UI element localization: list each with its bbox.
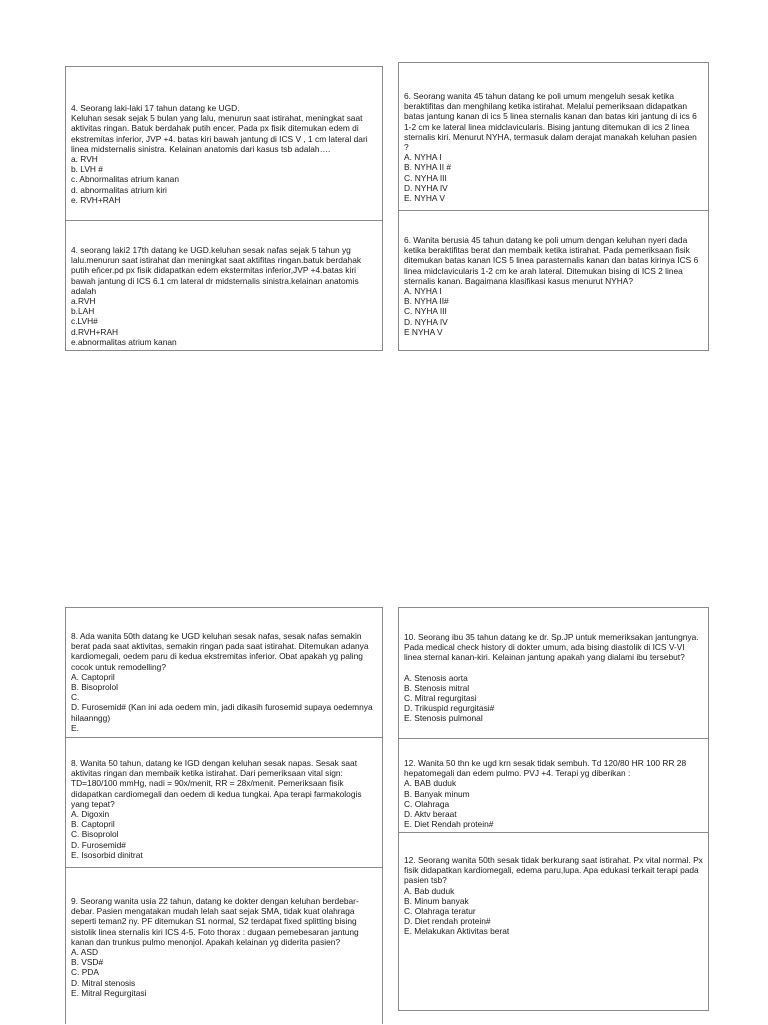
option: C. NYHA III xyxy=(404,172,447,183)
option: c.LVH# xyxy=(71,316,98,327)
option: B. VSD# xyxy=(71,957,104,968)
option: C. Bisoprolol xyxy=(71,829,119,840)
option: D. NYHA IV xyxy=(404,182,448,193)
option: C. Olahraga teratur xyxy=(404,906,476,917)
option: C. xyxy=(71,692,80,703)
question-text: 9. Seorang wanita usia 22 tahun, datang ke dokter dengan keluhan berdebar-debar. Pasien mengatakan mudah lelah saat sejak SMA, tidak kuat olahraga seperti teman2 ny. PF ditemukan S1 normal, S2 terdapat fixed splitting bising sistolik linea sternalis kiri ICS 4-5. Foto thorax : dugaan pemebesaran jantung kanan dan trunkus pulmo menonjol. Apakah kelainan yg diderita pasien? xyxy=(71,896,359,947)
option: A. Bab duduk xyxy=(404,885,455,896)
option: d.RVH+RAH xyxy=(71,326,119,337)
option: B. Minum banyak xyxy=(404,895,469,906)
question-card xyxy=(66,221,382,350)
option: A. Digoxin xyxy=(71,809,110,820)
question-text: 8. Wanita 50 tahun, datang ke IGD dengan keluhan sesak napas. Sesak saat aktivitas ringan dan membaik ketika istirahat. Dari pemeriksaan vital sign: TD=180/100 mmHg, nadi = 90x/menit, RR = 28x/menit. Pemeriksaan fisik didapatkan cardiomegali dan oedem di kedua tungkai. Apa terapi farmakologis yang tepat? xyxy=(71,758,362,809)
option: B. Bisoprolol xyxy=(71,682,119,693)
option: d. abnormalitas atrium kiri xyxy=(71,184,167,195)
options-list xyxy=(71,947,377,998)
option: B. Banyak minum xyxy=(404,788,470,799)
option: D. NYHA IV xyxy=(404,316,448,327)
question-text: 12. Wanita 50 thn ke ugd krn sesak tidak sembuh. Td 120/80 HR 100 RR 28 hepatomegali dan edem pulmo. PVJ +4. Terapi yg diberikan : xyxy=(404,758,687,779)
option: D. Diet rendah protein# xyxy=(404,916,491,927)
question-text: 10. Seorang ibu 35 tahun datang ke dr. Sp.JP untuk memeriksakan jantungnya. Pada medical check history di dokter umum, ada bising diastolik di ICS V-VI linea sternal kanan-kiri. Kelainan jantung apakah yang dialami ibu tersebut? xyxy=(404,632,699,663)
option: E. Mitral Regurgitasi xyxy=(71,987,147,998)
option: A. Stenosis aorta xyxy=(404,672,468,683)
option: A. Captopril xyxy=(71,671,115,682)
option: A. NYHA I xyxy=(404,286,442,297)
option: E. Isosorbid dinitrat xyxy=(71,849,143,860)
options-list xyxy=(404,673,703,724)
option: E. NYHA V xyxy=(404,193,445,204)
top-right-column xyxy=(398,62,709,351)
options-list xyxy=(404,152,703,203)
option: E. Melakukan Aktivitas berat xyxy=(404,926,510,937)
option: E NYHA V xyxy=(404,326,443,337)
option: a. RVH xyxy=(71,154,98,165)
option: D. Furosemid# xyxy=(71,839,126,850)
question-card xyxy=(66,608,382,738)
bottom-left-column xyxy=(65,607,383,1024)
options-list xyxy=(404,286,703,337)
question-card xyxy=(66,738,382,868)
option: A. BAB duduk xyxy=(404,778,457,789)
question-card xyxy=(399,608,708,739)
option: B. NYHA II # xyxy=(404,162,452,173)
bottom-right-column xyxy=(398,607,709,1011)
question-card xyxy=(399,211,708,350)
question-card xyxy=(66,67,382,221)
options-list xyxy=(404,778,703,829)
option: C. Mitral regurgitasi xyxy=(404,693,477,704)
question-card xyxy=(66,868,382,1025)
option: b.LAH xyxy=(71,306,95,317)
option: e.abnormalitas atrium kanan xyxy=(71,336,177,347)
option: c. Abnormalitas atrium kanan xyxy=(71,174,179,185)
options-list xyxy=(71,296,377,347)
question-text: 8. Ada wanita 50th datang ke UGD keluhan sesak nafas, sesak nafas semakin berat pada saat aktivitas, semakin ringan pada saat istirahat. Ditemukan adanya kardiomegali, oedem paru di kedua ekstremitas inferior. Obat apakah yg paling cocok untuk remodelling? xyxy=(71,631,369,672)
question-text: 4. seorang laki2 17th datang ke UGD.keluhan sesak nafas sejak 5 tahun yg lalu.menurun saat istirahat dan meningkat saat aktifitas ringan.batuk berdahak putih eňcer.pd px fisik didapatkan edem ekstermitas inferior,JVP +4.batas kiri bawah jantung di ICS 6.1 cm lateral dr midsternalis sinistra.kelainan anatomis adalah xyxy=(71,245,362,296)
option: E. Stenosis pulmonal xyxy=(404,713,483,724)
question-card xyxy=(399,739,708,833)
top-left-column xyxy=(65,66,383,351)
question-text: 6. Seorang wanita 45 tahun datang ke poli umum mengeluh sesak ketika beraktifitas dan menghilang ketika istirahat. Melalui pemeriksaan didapatkan batas jantung kanan di ics 5 linea sternalis kanan dan batas kiri jantung di ics 6 1-2 cm ke lateral linea midclavicularis. Bising jantung ditemukan di ics 2 linea sternalis kiri. Menurut NYHA, termasuk dalam derajat manakah keluhan pasien ? xyxy=(404,91,697,153)
option: D. Aktv beraat xyxy=(404,809,457,820)
option: C. Olahraga xyxy=(404,798,450,809)
option: e. RVH+RAH xyxy=(71,194,121,205)
options-list xyxy=(71,672,377,733)
options-list xyxy=(71,809,377,860)
question-card xyxy=(399,833,708,1010)
option: C. PDA xyxy=(71,967,99,978)
options-list xyxy=(71,154,377,205)
option: A. NYHA I xyxy=(404,152,442,163)
option: C. NYHA III xyxy=(404,306,447,317)
option: D. Trikuspid regurgitasi# xyxy=(404,703,495,714)
question-card xyxy=(399,63,708,211)
question-text: 12. Seorang wanita 50th sesak tidak berkurang saat istirahat. Px vital normal. Px fisik didapatkan kardiomegali, edema paru,lupa. Apa edukasi terkait terapi pada pasien tsb? xyxy=(404,855,703,886)
question-text: 6. Wanita berusia 45 tahun datang ke poli umum dengan keluhan nyeri dada ketika beraktifitas berat dan membaik ketika istirahat. Pada pemeriksaan fisik ditemukan batas kanan ICS 5 linea parasternalis kanan dan batas kirinya ICS 6 linea midclavicularis 1-2 cm ke arah lateral. Ditemukan bising di ICS 2 linea sternalis kanan. Bagaimana klasifikasi kasus menurut NYHA? xyxy=(404,235,699,286)
option: B. Stenosis mitral xyxy=(404,682,470,693)
option: E. xyxy=(71,722,79,733)
option: D. Mitral stenosis xyxy=(71,977,136,988)
option: A. ASD xyxy=(71,947,98,958)
option: E. Diet Rendah protein# xyxy=(404,819,494,830)
options-list xyxy=(404,886,703,937)
question-text: 4. Seorang laki-laki 17 tahun datang ke UGD. Keluhan sesak sejak 5 bulan yang lalu, menurun saat istirahat, meningkat saat aktivitas ringan. Batuk berdahak putih encer. Pada px fisik ditemukan edem di ekstremitas inferior, JVP +4. batas kiri bawah jantung di ICS V , 1 cm lateral dari linea midsternalis sinistra. Kelainan anatomis dari kasus tsb adalah…. xyxy=(71,103,368,154)
option: b. LVH # xyxy=(71,164,103,175)
option: a.RVH xyxy=(71,296,96,307)
option: D. Furosemid# (Kan ini ada oedem min, jadi dikasih furosemid supaya oedemnya hilaanngg) xyxy=(71,702,373,723)
option: B. Captopril xyxy=(71,819,115,830)
option: B. NYHA II# xyxy=(404,296,449,307)
